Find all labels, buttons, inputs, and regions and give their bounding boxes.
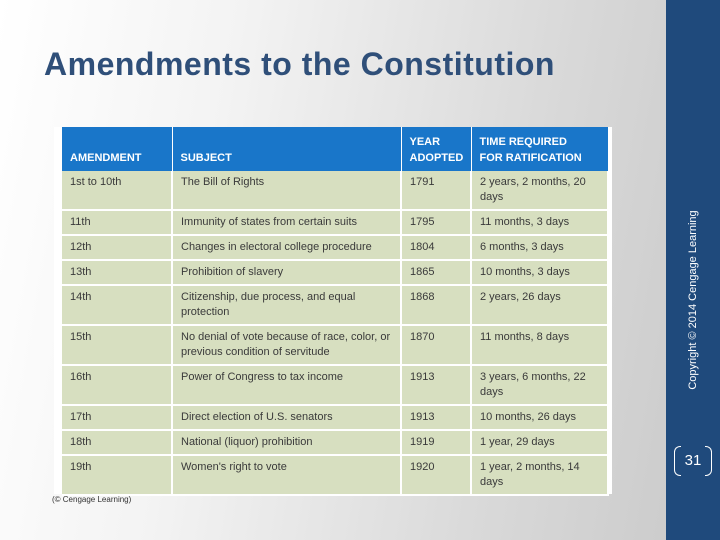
cell-time: 1 year, 29 days <box>471 430 608 455</box>
page-number: 31 <box>672 444 714 478</box>
table-row <box>62 171 608 210</box>
cell-amendment: 19th <box>62 455 172 495</box>
table-row <box>62 260 608 285</box>
table-row <box>62 430 608 455</box>
cell-amendment: 17th <box>62 405 172 430</box>
cell-amendment: 18th <box>62 430 172 455</box>
cell-time: 2 years, 26 days <box>471 285 608 325</box>
table-row <box>62 325 608 365</box>
cell-subject: Women's right to vote <box>172 455 401 495</box>
cell-amendment: 13th <box>62 260 172 285</box>
cell-time: 11 months, 3 days <box>471 210 608 235</box>
cell-subject: The Bill of Rights <box>172 171 401 210</box>
table-row <box>62 285 608 325</box>
cell-time: 1 year, 2 months, 14 days <box>471 455 608 495</box>
cell-subject: National (liquor) prohibition <box>172 430 401 455</box>
cell-subject: No denial of vote because of race, color, or previous condition of servitude <box>172 325 401 365</box>
table-row <box>62 235 608 260</box>
amendments-table-container <box>54 127 612 494</box>
cell-amendment: 1st to 10th <box>62 171 172 210</box>
cell-subject: Prohibition of slavery <box>172 260 401 285</box>
image-credit: (© Cengage Learning) <box>52 495 132 504</box>
cell-time: 2 years, 2 months, 20 days <box>471 171 608 210</box>
cell-time: 10 months, 26 days <box>471 405 608 430</box>
table-row <box>62 210 608 235</box>
cell-time: 3 years, 6 months, 22 days <box>471 365 608 405</box>
amendments-table <box>62 127 609 496</box>
cell-subject: Direct election of U.S. senators <box>172 405 401 430</box>
cell-amendment: 16th <box>62 365 172 405</box>
header-year <box>401 127 471 171</box>
table-row <box>62 365 608 405</box>
cell-subject: Changes in electoral college procedure <box>172 235 401 260</box>
cell-year: 1919 <box>401 430 471 455</box>
cell-year: 1913 <box>401 365 471 405</box>
cell-year: 1791 <box>401 171 471 210</box>
cell-subject: Immunity of states from certain suits <box>172 210 401 235</box>
cell-amendment: 14th <box>62 285 172 325</box>
cell-year: 1865 <box>401 260 471 285</box>
cell-subject: Citizenship, due process, and equal protection <box>172 285 401 325</box>
cell-time: 10 months, 3 days <box>471 260 608 285</box>
header-time-line1: TIME REQUIRED <box>479 136 567 148</box>
table-row <box>62 405 608 430</box>
table-row <box>62 455 608 495</box>
header-amendment: AMENDMENT <box>62 127 172 171</box>
header-time-line2: FOR RATIFICATION <box>479 152 582 164</box>
table-header-row <box>62 127 608 171</box>
cell-year: 1868 <box>401 285 471 325</box>
cell-year: 1795 <box>401 210 471 235</box>
header-year-line2: ADOPTED <box>409 152 464 164</box>
cell-subject: Power of Congress to tax income <box>172 365 401 405</box>
slide-title: Amendments to the Constitution <box>44 46 555 82</box>
header-subject: SUBJECT <box>172 127 401 171</box>
cell-year: 1804 <box>401 235 471 260</box>
cell-time: 6 months, 3 days <box>471 235 608 260</box>
cell-year: 1920 <box>401 455 471 495</box>
copyright-notice: Copyright © 2014 Cengage Learning <box>687 210 699 390</box>
cell-year: 1870 <box>401 325 471 365</box>
cell-year: 1913 <box>401 405 471 430</box>
cell-time: 11 months, 8 days <box>471 325 608 365</box>
cell-amendment: 12th <box>62 235 172 260</box>
cell-amendment: 11th <box>62 210 172 235</box>
header-year-line1: YEAR <box>409 136 441 148</box>
cell-amendment: 15th <box>62 325 172 365</box>
header-time <box>471 127 608 171</box>
